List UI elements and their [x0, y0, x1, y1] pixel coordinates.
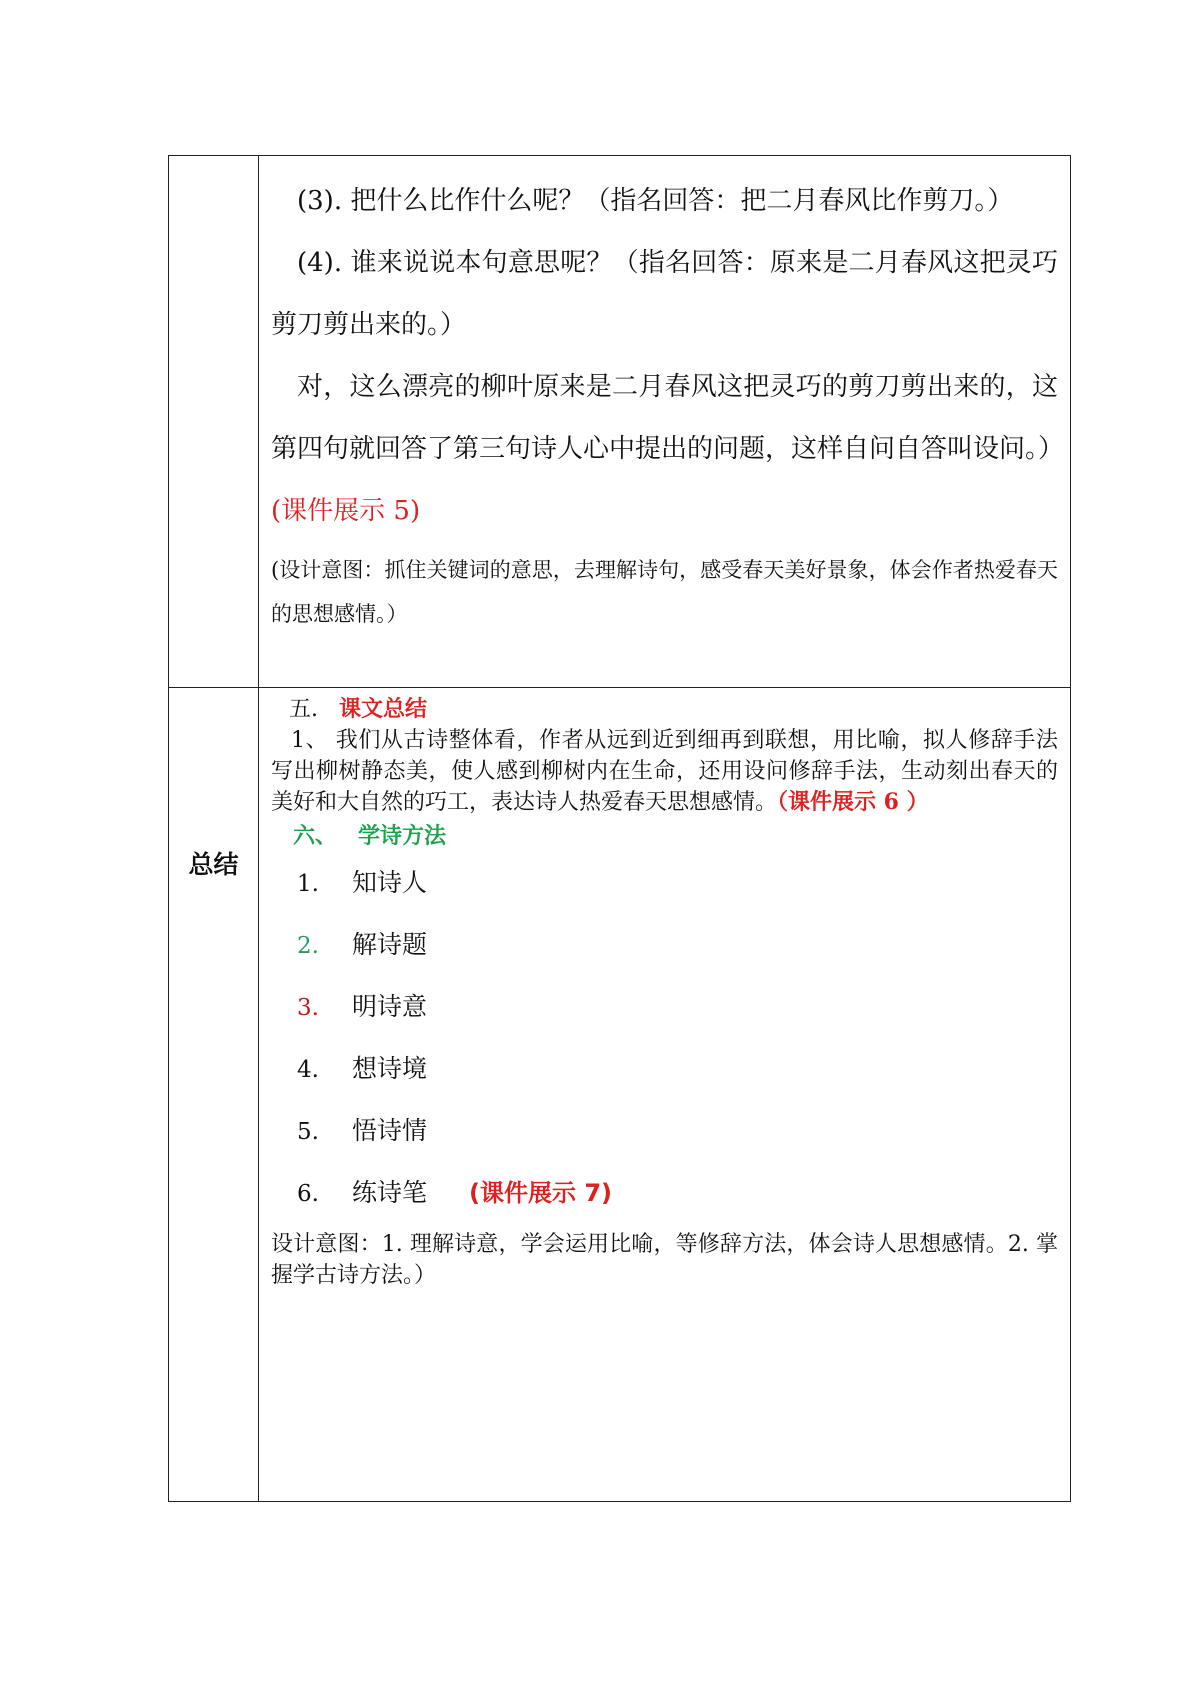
label-cell-empty [169, 156, 259, 688]
method-text: 知诗人 [352, 868, 428, 897]
content-cell [259, 156, 1071, 688]
section-6-title: 学诗方法 [358, 823, 447, 849]
method-number: 1. [297, 871, 319, 897]
section-6-heading [271, 820, 1058, 853]
courseware-6-label: （课件展示 6 ） [777, 789, 929, 815]
lesson-plan-table [168, 155, 1071, 1502]
table-row [169, 688, 1071, 1502]
method-text: 解诗题 [352, 930, 428, 959]
section-6-number: 六、 [293, 823, 338, 849]
section-5-heading [271, 694, 1058, 725]
method-number: 5. [297, 1119, 319, 1145]
content-cell [259, 688, 1071, 1502]
list-item [271, 1111, 1058, 1173]
method-text: 悟诗情 [352, 1116, 428, 1145]
explanation-text: 对，这么漂亮的柳叶原来是二月春风这把灵巧的剪刀剪出来的，这第四句就回答了第三句诗人心中提出的问题，这样自问自答叫设问。） [271, 372, 1065, 464]
method-text: 明诗意 [352, 992, 428, 1021]
method-number: 4. [297, 1057, 319, 1083]
question-3: (3). 把什么比作什么呢？（指名回答：把二月春风比作剪刀。） [297, 186, 1014, 216]
summary-label: 总结 [188, 849, 239, 879]
explanation-paragraph [271, 356, 1065, 542]
method-number: 6. [297, 1181, 319, 1207]
courseware-7-label: (课件展示 7) [469, 1179, 613, 1207]
method-number: 2. [297, 933, 319, 959]
design-intent-2: 设计意图：1. 理解诗意，学会运用比喻，等修辞方法，体会诗人思想感情。2. 掌握学古诗方法。） [271, 1232, 1058, 1288]
summary-paragraph [271, 725, 1058, 818]
courseware-5-label: (课件展示 5) [271, 496, 421, 526]
method-number: 3. [297, 995, 319, 1021]
list-item [271, 987, 1058, 1049]
design-intent-1: (设计意图：抓住关键词的意思，去理解诗句，感受春天美好景象，体会作者热爱春天的思想感情。） [271, 558, 1058, 626]
summary-text: 1、 我们从古诗整体看，作者从远到近到细再到联想，用比喻，拟人修辞手法写出柳树静态美，使人感到柳树内在生命，还用设问修辞手法，生动刻出春天的美好和大自然的巧工，表达诗人热爱春天思想感情。 [271, 728, 1058, 815]
method-list [271, 863, 1058, 1235]
label-cell-summary [169, 688, 259, 1502]
list-item [271, 1049, 1058, 1111]
list-item [271, 863, 1058, 925]
method-text: 练诗笔 [352, 1178, 428, 1207]
list-item [271, 1173, 1058, 1235]
section-5-number: 五. [289, 697, 318, 722]
table-row [169, 156, 1071, 688]
method-text: 想诗境 [352, 1054, 428, 1083]
list-item [271, 925, 1058, 987]
question-4: (4). 谁来说说本句意思呢？（指名回答：原来是二月春风这把灵巧剪刀剪出来的。） [271, 248, 1058, 340]
section-5-title: 课文总结 [338, 696, 427, 722]
